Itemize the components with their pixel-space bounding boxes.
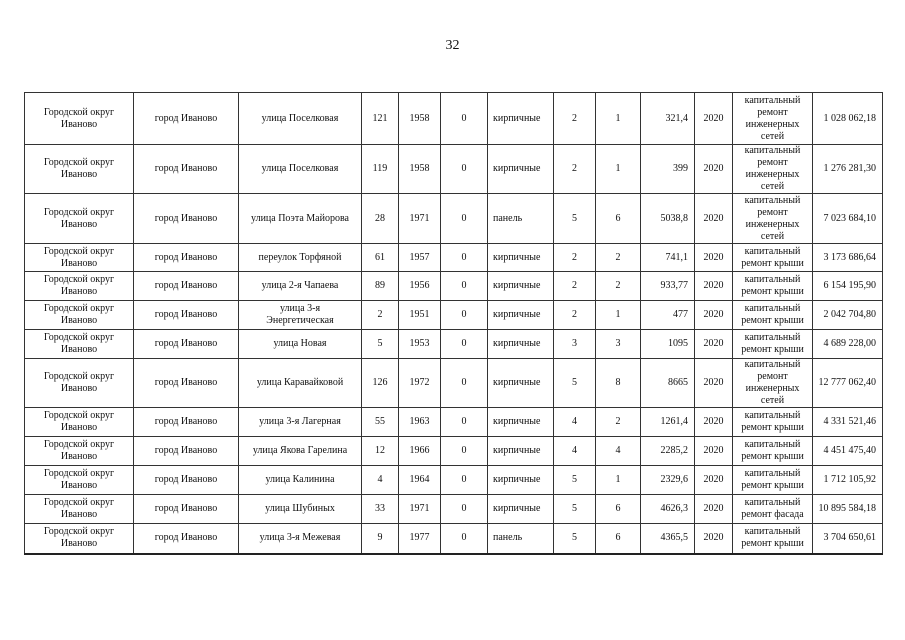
street-cell: улица 3-я Лагерная <box>239 408 362 437</box>
district-cell: Городской округ Иваново <box>25 437 134 466</box>
plan-year-cell: 2020 <box>695 330 733 359</box>
wall-material-cell: панель <box>488 194 554 244</box>
area-cell: 1261,4 <box>641 408 695 437</box>
cost-cell: 2 042 704,80 <box>813 301 883 330</box>
floors-cell: 2 <box>554 272 596 301</box>
table-row <box>25 272 883 301</box>
cost-cell: 7 023 684,10 <box>813 194 883 244</box>
plan-year-cell: 2020 <box>695 145 733 194</box>
city-cell: город Иваново <box>134 244 239 272</box>
entrances-cell: 2 <box>596 244 641 272</box>
page-number: 32 <box>445 38 460 53</box>
floors-cell: 2 <box>554 244 596 272</box>
district-cell: Городской округ Иваново <box>25 244 134 272</box>
entrances-cell: 4 <box>596 437 641 466</box>
cost-cell: 1 028 062,18 <box>813 93 883 145</box>
cost-cell: 4 689 228,00 <box>813 330 883 359</box>
floors-cell: 5 <box>554 495 596 524</box>
floors-cell: 5 <box>554 359 596 408</box>
work-type-cell: капитальный ремонт фасада <box>733 495 813 524</box>
wall-material-cell: кирпичные <box>488 301 554 330</box>
work-type-cell: капитальный ремонт крыши <box>733 272 813 301</box>
district-cell: Городской округ Иваново <box>25 145 134 194</box>
table-row <box>25 524 883 554</box>
city-cell: город Иваново <box>134 524 239 554</box>
wall-material-cell: кирпичные <box>488 408 554 437</box>
table-row <box>25 244 883 272</box>
house-number-cell: 61 <box>362 244 399 272</box>
plan-year-cell: 2020 <box>695 244 733 272</box>
plan-year-cell: 2020 <box>695 495 733 524</box>
wall-material-cell: кирпичные <box>488 466 554 495</box>
zero-cell: 0 <box>441 93 488 145</box>
plan-year-cell: 2020 <box>695 524 733 554</box>
work-type-cell: капитальный ремонт крыши <box>733 408 813 437</box>
wall-material-cell: панель <box>488 524 554 554</box>
build-year-cell: 1958 <box>399 93 441 145</box>
district-cell: Городской округ Иваново <box>25 524 134 554</box>
plan-year-cell: 2020 <box>695 437 733 466</box>
housing-repair-table <box>24 92 883 555</box>
table-row <box>25 437 883 466</box>
house-number-cell: 55 <box>362 408 399 437</box>
street-cell: улица Шубиных <box>239 495 362 524</box>
plan-year-cell: 2020 <box>695 194 733 244</box>
plan-year-cell: 2020 <box>695 93 733 145</box>
cost-cell: 10 895 584,18 <box>813 495 883 524</box>
zero-cell: 0 <box>441 466 488 495</box>
entrances-cell: 1 <box>596 466 641 495</box>
city-cell: город Иваново <box>134 272 239 301</box>
street-cell: улица Поселковая <box>239 145 362 194</box>
wall-material-cell: кирпичные <box>488 359 554 408</box>
area-cell: 5038,8 <box>641 194 695 244</box>
build-year-cell: 1972 <box>399 359 441 408</box>
cost-cell: 3 173 686,64 <box>813 244 883 272</box>
zero-cell: 0 <box>441 330 488 359</box>
work-type-cell: капитальный ремонт крыши <box>733 244 813 272</box>
table-row <box>25 359 883 408</box>
plan-year-cell: 2020 <box>695 301 733 330</box>
wall-material-cell: кирпичные <box>488 495 554 524</box>
city-cell: город Иваново <box>134 495 239 524</box>
house-number-cell: 121 <box>362 93 399 145</box>
house-number-cell: 4 <box>362 466 399 495</box>
floors-cell: 2 <box>554 301 596 330</box>
house-number-cell: 12 <box>362 437 399 466</box>
table-row <box>25 93 883 145</box>
entrances-cell: 1 <box>596 93 641 145</box>
entrances-cell: 6 <box>596 194 641 244</box>
wall-material-cell: кирпичные <box>488 145 554 194</box>
area-cell: 741,1 <box>641 244 695 272</box>
plan-year-cell: 2020 <box>695 466 733 495</box>
build-year-cell: 1953 <box>399 330 441 359</box>
table-row <box>25 466 883 495</box>
floors-cell: 4 <box>554 408 596 437</box>
city-cell: город Иваново <box>134 301 239 330</box>
floors-cell: 2 <box>554 145 596 194</box>
build-year-cell: 1966 <box>399 437 441 466</box>
district-cell: Городской округ Иваново <box>25 359 134 408</box>
house-number-cell: 28 <box>362 194 399 244</box>
zero-cell: 0 <box>441 301 488 330</box>
zero-cell: 0 <box>441 272 488 301</box>
build-year-cell: 1951 <box>399 301 441 330</box>
cost-cell: 4 331 521,46 <box>813 408 883 437</box>
street-cell: улица 2-я Чапаева <box>239 272 362 301</box>
district-cell: Городской округ Иваново <box>25 408 134 437</box>
district-cell: Городской округ Иваново <box>25 272 134 301</box>
entrances-cell: 1 <box>596 301 641 330</box>
district-cell: Городской округ Иваново <box>25 194 134 244</box>
area-cell: 477 <box>641 301 695 330</box>
street-cell: улица Якова Гарелина <box>239 437 362 466</box>
street-cell: улица Поэта Майорова <box>239 194 362 244</box>
street-cell: улица Калинина <box>239 466 362 495</box>
table-row <box>25 495 883 524</box>
zero-cell: 0 <box>441 408 488 437</box>
work-type-cell: капитальный ремонт инженерных сетей <box>733 194 813 244</box>
table-row <box>25 145 883 194</box>
city-cell: город Иваново <box>134 408 239 437</box>
entrances-cell: 2 <box>596 408 641 437</box>
floors-cell: 4 <box>554 437 596 466</box>
entrances-cell: 2 <box>596 272 641 301</box>
build-year-cell: 1971 <box>399 194 441 244</box>
floors-cell: 5 <box>554 466 596 495</box>
work-type-cell: капитальный ремонт крыши <box>733 301 813 330</box>
city-cell: город Иваново <box>134 194 239 244</box>
street-cell: улица Новая <box>239 330 362 359</box>
city-cell: город Иваново <box>134 437 239 466</box>
cost-cell: 1 276 281,30 <box>813 145 883 194</box>
table-row <box>25 330 883 359</box>
work-type-cell: капитальный ремонт инженерных сетей <box>733 145 813 194</box>
floors-cell: 3 <box>554 330 596 359</box>
zero-cell: 0 <box>441 495 488 524</box>
district-cell: Городской округ Иваново <box>25 330 134 359</box>
zero-cell: 0 <box>441 244 488 272</box>
build-year-cell: 1964 <box>399 466 441 495</box>
work-type-cell: капитальный ремонт крыши <box>733 330 813 359</box>
entrances-cell: 8 <box>596 359 641 408</box>
area-cell: 399 <box>641 145 695 194</box>
area-cell: 2285,2 <box>641 437 695 466</box>
build-year-cell: 1958 <box>399 145 441 194</box>
zero-cell: 0 <box>441 359 488 408</box>
house-number-cell: 89 <box>362 272 399 301</box>
house-number-cell: 126 <box>362 359 399 408</box>
zero-cell: 0 <box>441 524 488 554</box>
wall-material-cell: кирпичные <box>488 244 554 272</box>
plan-year-cell: 2020 <box>695 272 733 301</box>
city-cell: город Иваново <box>134 466 239 495</box>
work-type-cell: капитальный ремонт крыши <box>733 437 813 466</box>
wall-material-cell: кирпичные <box>488 437 554 466</box>
house-number-cell: 2 <box>362 301 399 330</box>
floors-cell: 2 <box>554 93 596 145</box>
area-cell: 8665 <box>641 359 695 408</box>
zero-cell: 0 <box>441 437 488 466</box>
work-type-cell: капитальный ремонт крыши <box>733 524 813 554</box>
street-cell: улица 3-я Энергетическая <box>239 301 362 330</box>
build-year-cell: 1957 <box>399 244 441 272</box>
house-number-cell: 5 <box>362 330 399 359</box>
area-cell: 4365,5 <box>641 524 695 554</box>
street-cell: улица Каравайковой <box>239 359 362 408</box>
plan-year-cell: 2020 <box>695 408 733 437</box>
entrances-cell: 6 <box>596 524 641 554</box>
district-cell: Городской округ Иваново <box>25 93 134 145</box>
city-cell: город Иваново <box>134 359 239 408</box>
house-number-cell: 119 <box>362 145 399 194</box>
city-cell: город Иваново <box>134 330 239 359</box>
area-cell: 933,77 <box>641 272 695 301</box>
district-cell: Городской округ Иваново <box>25 301 134 330</box>
work-type-cell: капитальный ремонт инженерных сетей <box>733 93 813 145</box>
work-type-cell: капитальный ремонт крыши <box>733 466 813 495</box>
area-cell: 2329,6 <box>641 466 695 495</box>
street-cell: улица Поселковая <box>239 93 362 145</box>
city-cell: город Иваново <box>134 145 239 194</box>
area-cell: 321,4 <box>641 93 695 145</box>
table-row <box>25 301 883 330</box>
entrances-cell: 1 <box>596 145 641 194</box>
wall-material-cell: кирпичные <box>488 330 554 359</box>
cost-cell: 6 154 195,90 <box>813 272 883 301</box>
city-cell: город Иваново <box>134 93 239 145</box>
wall-material-cell: кирпичные <box>488 272 554 301</box>
build-year-cell: 1956 <box>399 272 441 301</box>
zero-cell: 0 <box>441 194 488 244</box>
zero-cell: 0 <box>441 145 488 194</box>
area-cell: 1095 <box>641 330 695 359</box>
area-cell: 4626,3 <box>641 495 695 524</box>
plan-year-cell: 2020 <box>695 359 733 408</box>
work-type-cell: капитальный ремонт инженерных сетей <box>733 359 813 408</box>
cost-cell: 1 712 105,92 <box>813 466 883 495</box>
build-year-cell: 1963 <box>399 408 441 437</box>
build-year-cell: 1977 <box>399 524 441 554</box>
district-cell: Городской округ Иваново <box>25 495 134 524</box>
entrances-cell: 3 <box>596 330 641 359</box>
table-row <box>25 408 883 437</box>
wall-material-cell: кирпичные <box>488 93 554 145</box>
house-number-cell: 9 <box>362 524 399 554</box>
cost-cell: 4 451 475,40 <box>813 437 883 466</box>
entrances-cell: 6 <box>596 495 641 524</box>
district-cell: Городской округ Иваново <box>25 466 134 495</box>
floors-cell: 5 <box>554 524 596 554</box>
cost-cell: 3 704 650,61 <box>813 524 883 554</box>
table-row <box>25 194 883 244</box>
house-number-cell: 33 <box>362 495 399 524</box>
street-cell: улица 3-я Межевая <box>239 524 362 554</box>
street-cell: переулок Торфяной <box>239 244 362 272</box>
build-year-cell: 1971 <box>399 495 441 524</box>
cost-cell: 12 777 062,40 <box>813 359 883 408</box>
floors-cell: 5 <box>554 194 596 244</box>
